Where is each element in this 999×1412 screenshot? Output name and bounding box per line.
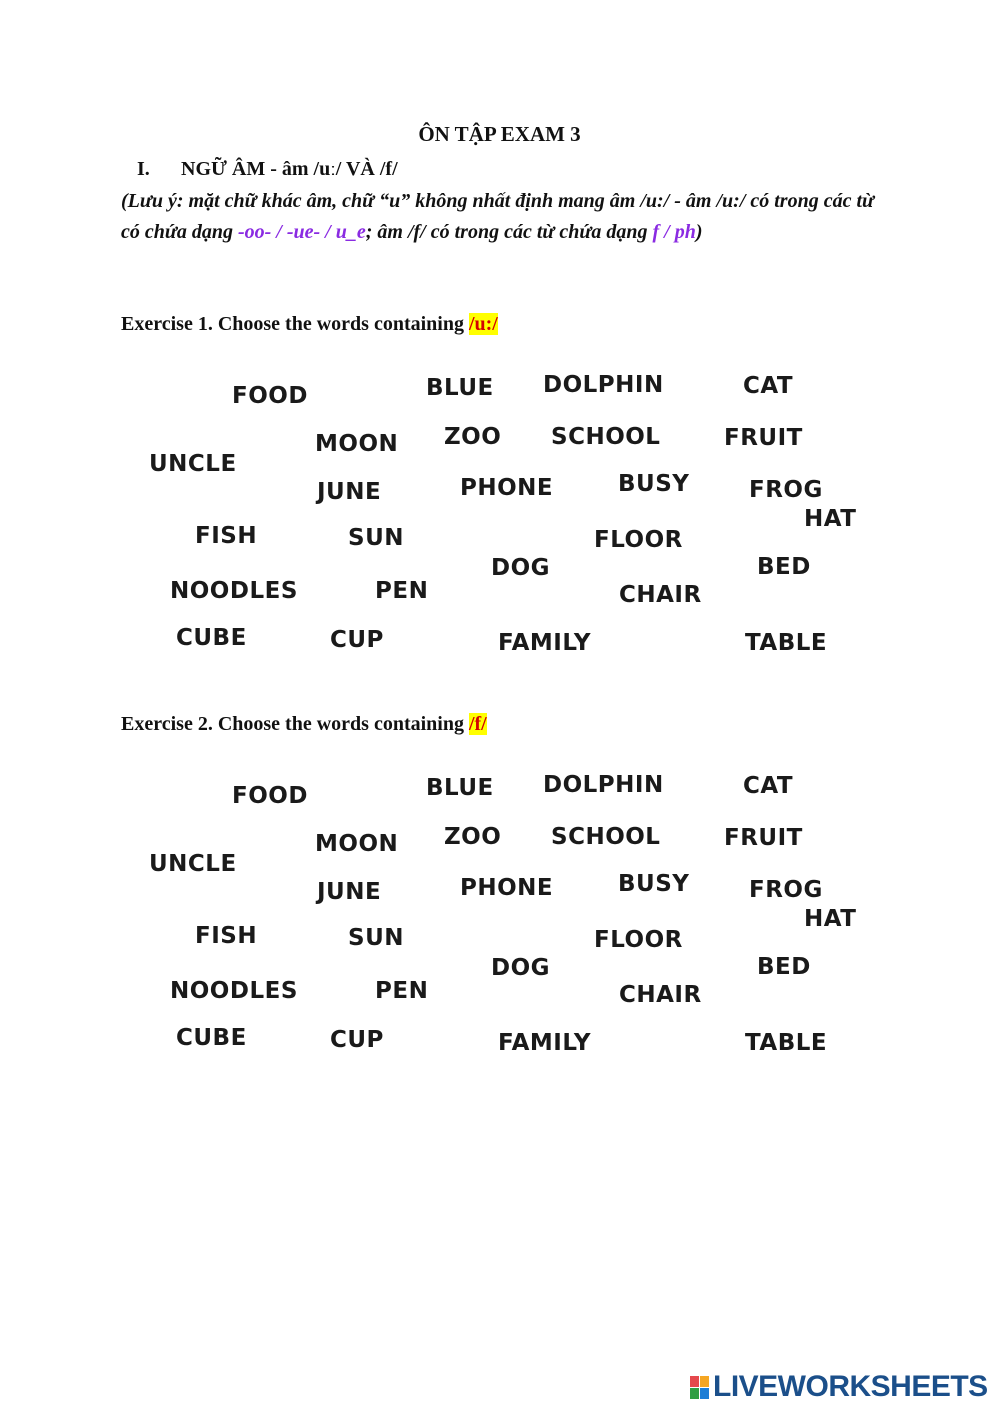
exercise-1-target: /u:/ bbox=[468, 313, 498, 335]
exercise-2-word-table[interactable]: TABLE bbox=[745, 1030, 828, 1056]
exercise-1-word-cup[interactable]: CUP bbox=[330, 627, 384, 653]
exercise-2-target: /f/ bbox=[468, 713, 487, 735]
note-part-3: ) bbox=[695, 221, 703, 243]
exercise-2-word-sun[interactable]: SUN bbox=[348, 925, 404, 951]
exercise-2-word-floor[interactable]: FLOOR bbox=[594, 927, 683, 953]
exercise-2-word-fruit[interactable]: FRUIT bbox=[724, 825, 803, 851]
exercise-2-word-blue[interactable]: BLUE bbox=[426, 775, 494, 801]
exercise-1-word-cube[interactable]: CUBE bbox=[176, 625, 247, 651]
liveworksheets-logo-icon bbox=[690, 1376, 709, 1399]
exercise-1-word-chair[interactable]: CHAIR bbox=[619, 582, 702, 608]
brand-name: LIVEWORKSHEETS bbox=[713, 1370, 988, 1403]
exercise-2-word-fish[interactable]: FISH bbox=[195, 923, 258, 949]
note-part-2: ; âm /f/ có trong các từ chứa dạng bbox=[365, 221, 653, 243]
exercise-1-word-noodles[interactable]: NOODLES bbox=[170, 578, 298, 604]
exercise-2-word-phone[interactable]: PHONE bbox=[460, 875, 554, 901]
exercise-1-word-board bbox=[0, 365, 999, 665]
exercise-1-word-frog[interactable]: FROG bbox=[749, 477, 823, 503]
exercise-1-word-blue[interactable]: BLUE bbox=[426, 375, 494, 401]
exercise-1-word-fish[interactable]: FISH bbox=[195, 523, 258, 549]
note-part-1: (Lưu ý: mặt chữ khác âm, chữ “u” không nhất định mang âm /u:/ - âm /u:/ có trong các từ có chứa dạng bbox=[121, 190, 875, 243]
exercise-2-word-june[interactable]: JUNE bbox=[317, 879, 382, 905]
exercise-1-word-table[interactable]: TABLE bbox=[745, 630, 828, 656]
exercise-1-word-floor[interactable]: FLOOR bbox=[594, 527, 683, 553]
exercise-2-word-busy[interactable]: BUSY bbox=[618, 871, 690, 897]
exercise-2-word-uncle[interactable]: UNCLE bbox=[149, 851, 237, 877]
exercise-2-word-bed[interactable]: BED bbox=[757, 954, 811, 980]
exercise-1-word-june[interactable]: JUNE bbox=[317, 479, 382, 505]
exercise-1-word-hat[interactable]: HAT bbox=[804, 506, 857, 532]
brand-watermark bbox=[690, 1370, 988, 1404]
exercise-2-word-cup[interactable]: CUP bbox=[330, 1027, 384, 1053]
exercise-2-word-cat[interactable]: CAT bbox=[743, 773, 794, 799]
exercise-1-word-dog[interactable]: DOG bbox=[491, 555, 551, 581]
exercise-2-word-dolphin[interactable]: DOLPHIN bbox=[543, 772, 664, 798]
exercise-1-label: Exercise 1. Choose the words containing bbox=[121, 313, 469, 335]
exercise-2-word-moon[interactable]: MOON bbox=[315, 831, 399, 857]
section-heading bbox=[137, 158, 398, 181]
exercise-1-word-moon[interactable]: MOON bbox=[315, 431, 399, 457]
exercise-2-word-school[interactable]: SCHOOL bbox=[551, 824, 661, 850]
exercise-2-heading bbox=[121, 713, 487, 736]
exercise-2-word-frog[interactable]: FROG bbox=[749, 877, 823, 903]
section-number: I. bbox=[137, 158, 150, 180]
exercise-1-word-phone[interactable]: PHONE bbox=[460, 475, 554, 501]
exercise-1-word-dolphin[interactable]: DOLPHIN bbox=[543, 372, 664, 398]
exercise-2-word-board bbox=[0, 765, 999, 1065]
exercise-2-word-dog[interactable]: DOG bbox=[491, 955, 551, 981]
exercise-1-word-pen[interactable]: PEN bbox=[375, 578, 429, 604]
section-title: NGỮ ÂM - âm /uː/ VÀ /f/ bbox=[181, 158, 398, 180]
exercise-1-heading bbox=[121, 313, 498, 336]
note-pattern-f: f / ph bbox=[652, 221, 696, 243]
instruction-note bbox=[121, 186, 881, 248]
exercise-2-word-zoo[interactable]: ZOO bbox=[444, 824, 502, 850]
exercise-2-word-pen[interactable]: PEN bbox=[375, 978, 429, 1004]
exercise-2-word-food[interactable]: FOOD bbox=[232, 783, 308, 809]
exercise-1-word-family[interactable]: FAMILY bbox=[498, 630, 592, 656]
exercise-1-word-school[interactable]: SCHOOL bbox=[551, 424, 661, 450]
exercise-1-word-food[interactable]: FOOD bbox=[232, 383, 308, 409]
exercise-1-word-bed[interactable]: BED bbox=[757, 554, 811, 580]
exercise-2-word-chair[interactable]: CHAIR bbox=[619, 982, 702, 1008]
exercise-2-label: Exercise 2. Choose the words containing bbox=[121, 713, 469, 735]
exercise-2-word-cube[interactable]: CUBE bbox=[176, 1025, 247, 1051]
exercise-1-word-zoo[interactable]: ZOO bbox=[444, 424, 502, 450]
exercise-1-word-busy[interactable]: BUSY bbox=[618, 471, 690, 497]
page-title: ÔN TẬP EXAM 3 bbox=[418, 122, 581, 146]
exercise-1-word-fruit[interactable]: FRUIT bbox=[724, 425, 803, 451]
note-pattern-u: -oo- / -ue- / u_e bbox=[237, 221, 366, 243]
exercise-2-word-noodles[interactable]: NOODLES bbox=[170, 978, 298, 1004]
exercise-1-word-cat[interactable]: CAT bbox=[743, 373, 794, 399]
exercise-2-word-hat[interactable]: HAT bbox=[804, 906, 857, 932]
exercise-2-word-family[interactable]: FAMILY bbox=[498, 1030, 592, 1056]
exercise-1-word-uncle[interactable]: UNCLE bbox=[149, 451, 237, 477]
exercise-1-word-sun[interactable]: SUN bbox=[348, 525, 404, 551]
